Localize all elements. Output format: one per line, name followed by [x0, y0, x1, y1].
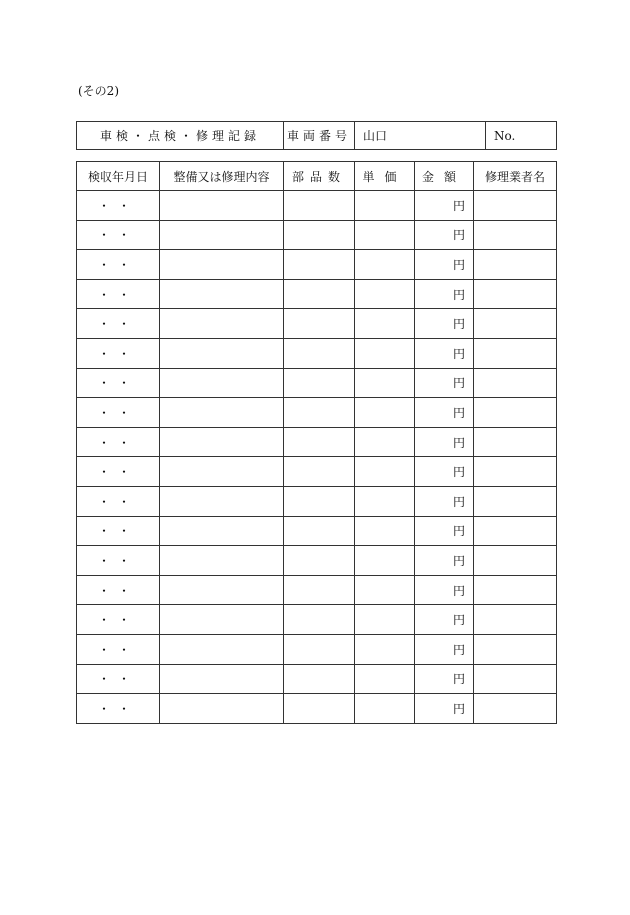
table-row [77, 457, 557, 487]
vehicle-number-field[interactable]: 山口 [355, 122, 486, 150]
content-cell[interactable] [160, 457, 284, 487]
amount-cell[interactable]: 円 [415, 694, 474, 724]
column-header-row [77, 162, 557, 191]
unit-price-cell[interactable] [355, 694, 415, 724]
unit-price-cell[interactable] [355, 575, 415, 605]
unit-price-cell[interactable] [355, 250, 415, 280]
vendor-cell[interactable] [474, 546, 557, 576]
amount-cell[interactable]: 円 [415, 220, 474, 250]
date-cell[interactable]: ・・ [77, 427, 160, 457]
amount-cell[interactable]: 円 [415, 338, 474, 368]
unit-price-cell[interactable] [355, 368, 415, 398]
content-cell[interactable] [160, 368, 284, 398]
parts-cell[interactable] [284, 309, 355, 339]
parts-cell[interactable] [284, 664, 355, 694]
content-cell[interactable] [160, 486, 284, 516]
vendor-cell[interactable] [474, 516, 557, 546]
parts-cell[interactable] [284, 516, 355, 546]
table-row [77, 516, 557, 546]
date-cell[interactable]: ・・ [77, 486, 160, 516]
record-rows [77, 191, 557, 724]
vendor-cell[interactable] [474, 250, 557, 280]
parts-cell[interactable] [284, 694, 355, 724]
date-cell[interactable]: ・・ [77, 338, 160, 368]
amount-cell[interactable]: 円 [415, 664, 474, 694]
header-row [77, 122, 557, 150]
content-cell[interactable] [160, 338, 284, 368]
maintenance-record-table [76, 161, 557, 724]
vendor-cell[interactable] [474, 457, 557, 487]
vendor-cell[interactable] [474, 279, 557, 309]
amount-cell[interactable]: 円 [415, 368, 474, 398]
content-cell[interactable] [160, 694, 284, 724]
parts-cell[interactable] [284, 634, 355, 664]
amount-cell[interactable]: 円 [415, 250, 474, 280]
table-row [77, 546, 557, 576]
table-row [77, 486, 557, 516]
unit-price-cell[interactable] [355, 664, 415, 694]
parts-cell[interactable] [284, 250, 355, 280]
unit-price-cell[interactable] [355, 338, 415, 368]
content-cell[interactable] [160, 279, 284, 309]
unit-price-cell[interactable] [355, 546, 415, 576]
content-cell[interactable] [160, 220, 284, 250]
content-cell[interactable] [160, 575, 284, 605]
amount-cell[interactable]: 円 [415, 398, 474, 428]
content-cell[interactable] [160, 605, 284, 635]
unit-price-cell[interactable] [355, 191, 415, 221]
vendor-cell[interactable] [474, 338, 557, 368]
table-row [77, 398, 557, 428]
record-header-table [76, 121, 557, 150]
vendor-cell[interactable] [474, 368, 557, 398]
amount-cell[interactable]: 円 [415, 575, 474, 605]
date-cell[interactable]: ・・ [77, 309, 160, 339]
date-cell[interactable]: ・・ [77, 546, 160, 576]
date-cell[interactable]: ・・ [77, 368, 160, 398]
content-cell[interactable] [160, 664, 284, 694]
content-cell[interactable] [160, 398, 284, 428]
date-cell[interactable]: ・・ [77, 664, 160, 694]
unit-price-cell[interactable] [355, 220, 415, 250]
date-cell[interactable]: ・・ [77, 575, 160, 605]
parts-cell[interactable] [284, 457, 355, 487]
column-header-unit-price: 単価 [355, 162, 415, 191]
vendor-cell[interactable] [474, 398, 557, 428]
parts-cell[interactable] [284, 220, 355, 250]
date-cell[interactable]: ・・ [77, 634, 160, 664]
date-cell[interactable]: ・・ [77, 605, 160, 635]
column-header-parts: 部品数 [284, 162, 355, 191]
amount-cell[interactable]: 円 [415, 634, 474, 664]
table-row [77, 664, 557, 694]
vendor-cell[interactable] [474, 634, 557, 664]
amount-cell[interactable]: 円 [415, 546, 474, 576]
table-row [77, 427, 557, 457]
unit-price-cell[interactable] [355, 605, 415, 635]
vendor-cell[interactable] [474, 191, 557, 221]
parts-cell[interactable] [284, 191, 355, 221]
vehicle-number-label: 車両番号 [284, 122, 355, 150]
vendor-cell[interactable] [474, 486, 557, 516]
unit-price-cell[interactable] [355, 309, 415, 339]
date-cell[interactable]: ・・ [77, 516, 160, 546]
unit-price-cell[interactable] [355, 427, 415, 457]
vendor-cell[interactable] [474, 427, 557, 457]
amount-cell[interactable]: 円 [415, 605, 474, 635]
table-row [77, 368, 557, 398]
column-header-content: 整備又は修理内容 [160, 162, 284, 191]
table-row [77, 634, 557, 664]
column-header-vendor: 修理業者名 [474, 162, 557, 191]
amount-cell[interactable]: 円 [415, 457, 474, 487]
table-row [77, 338, 557, 368]
date-cell[interactable]: ・・ [77, 191, 160, 221]
column-header-amount: 金額 [415, 162, 474, 191]
unit-price-cell[interactable] [355, 398, 415, 428]
record-number-field[interactable]: No. [486, 122, 557, 150]
amount-cell[interactable]: 円 [415, 191, 474, 221]
table-row [77, 220, 557, 250]
parts-cell[interactable] [284, 605, 355, 635]
parts-cell[interactable] [284, 575, 355, 605]
content-cell[interactable] [160, 309, 284, 339]
amount-cell[interactable]: 円 [415, 279, 474, 309]
content-cell[interactable] [160, 634, 284, 664]
table-row [77, 309, 557, 339]
unit-price-cell[interactable] [355, 279, 415, 309]
amount-cell[interactable]: 円 [415, 309, 474, 339]
date-cell[interactable]: ・・ [77, 279, 160, 309]
parts-cell[interactable] [284, 398, 355, 428]
unit-price-cell[interactable] [355, 634, 415, 664]
vendor-cell[interactable] [474, 694, 557, 724]
table-row [77, 605, 557, 635]
parts-cell[interactable] [284, 368, 355, 398]
content-cell[interactable] [160, 546, 284, 576]
table-row [77, 575, 557, 605]
parts-cell[interactable] [284, 279, 355, 309]
unit-price-cell[interactable] [355, 516, 415, 546]
amount-cell[interactable]: 円 [415, 486, 474, 516]
vendor-cell[interactable] [474, 664, 557, 694]
date-cell[interactable]: ・・ [77, 250, 160, 280]
parts-cell[interactable] [284, 427, 355, 457]
unit-price-cell[interactable] [355, 486, 415, 516]
content-cell[interactable] [160, 250, 284, 280]
form-title: 車検・点検・修理記録 [77, 122, 284, 150]
unit-price-cell[interactable] [355, 457, 415, 487]
content-cell[interactable] [160, 191, 284, 221]
vendor-cell[interactable] [474, 220, 557, 250]
date-cell[interactable]: ・・ [77, 694, 160, 724]
table-row [77, 250, 557, 280]
table-row [77, 279, 557, 309]
vendor-cell[interactable] [474, 605, 557, 635]
table-row [77, 191, 557, 221]
parts-cell[interactable] [284, 546, 355, 576]
date-cell[interactable]: ・・ [77, 398, 160, 428]
content-cell[interactable] [160, 516, 284, 546]
table-row [77, 694, 557, 724]
parts-cell[interactable] [284, 486, 355, 516]
date-cell[interactable]: ・・ [77, 220, 160, 250]
date-cell[interactable]: ・・ [77, 457, 160, 487]
amount-cell[interactable]: 円 [415, 427, 474, 457]
column-header-date: 検収年月日 [77, 162, 160, 191]
vendor-cell[interactable] [474, 309, 557, 339]
page-label: (その2) [78, 84, 119, 98]
parts-cell[interactable] [284, 338, 355, 368]
vendor-cell[interactable] [474, 575, 557, 605]
content-cell[interactable] [160, 427, 284, 457]
amount-cell[interactable]: 円 [415, 516, 474, 546]
